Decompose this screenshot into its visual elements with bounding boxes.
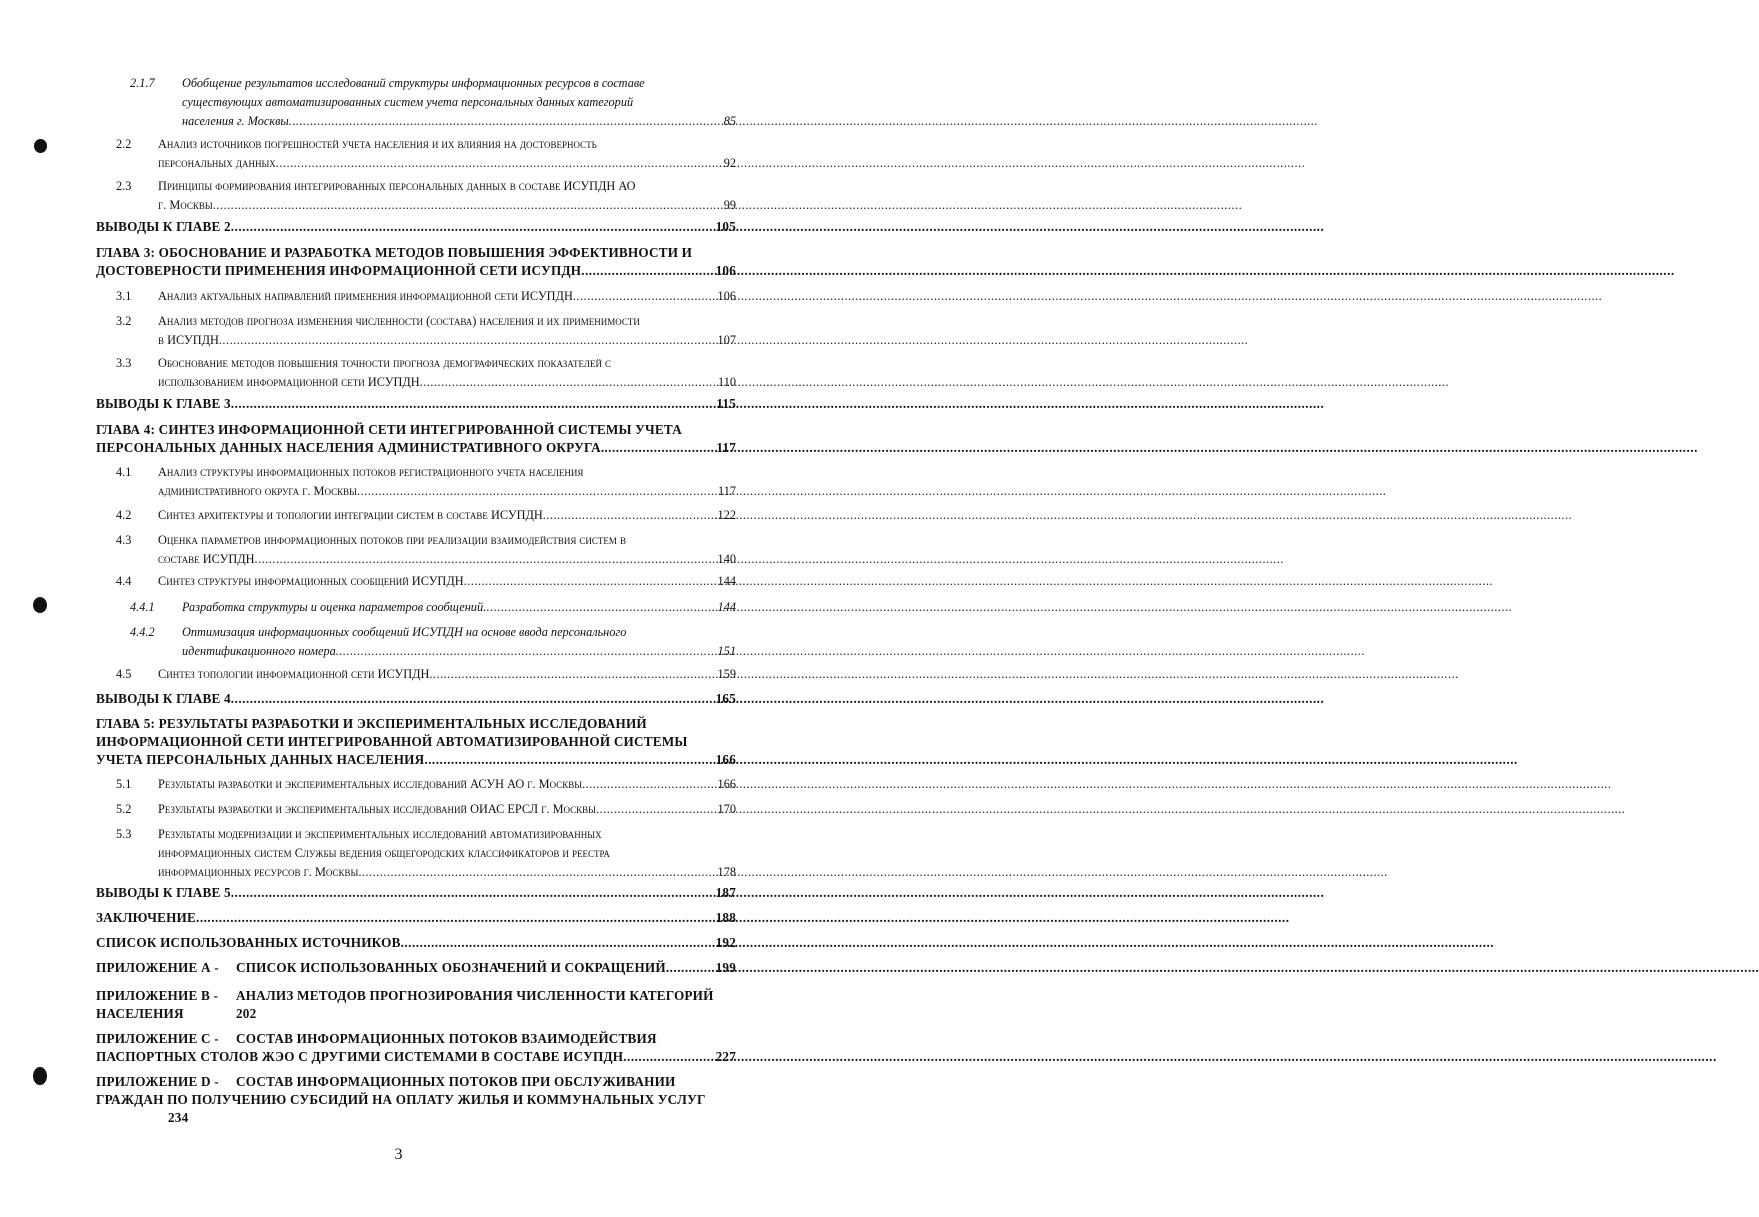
leader-dots bbox=[582, 775, 717, 794]
entry-title: ВЫВОДЫ К ГЛАВЕ 4 bbox=[96, 691, 231, 706]
leader-dots bbox=[666, 960, 716, 976]
leader-dots bbox=[336, 642, 718, 661]
leader-dots bbox=[581, 262, 715, 280]
leader-dots bbox=[213, 196, 724, 215]
entry-title-cont: в ИСУПДН bbox=[158, 333, 219, 347]
entry-number: 4.4 bbox=[116, 574, 132, 588]
entry-number: 3.2 bbox=[116, 314, 132, 328]
page-ref: 170 bbox=[717, 802, 736, 816]
page-number: 3 bbox=[394, 1146, 403, 1163]
page-ref: 166 bbox=[717, 777, 736, 791]
leader-dots bbox=[623, 1048, 715, 1066]
toc-conclusions-chapter-3[interactable] bbox=[96, 396, 736, 412]
entry-title-cont: персональных данных bbox=[158, 156, 276, 170]
toc-entry-4-3[interactable] bbox=[96, 531, 736, 569]
entry-title: Синтез структуры информационных сообщений ИСУПДН bbox=[158, 574, 464, 588]
leader-dots bbox=[255, 550, 718, 569]
chapter-title-cont: ПЕРСОНАЛЬНЫХ ДАННЫХ НАСЕЛЕНИЯ АДМИНИСТРАТИВНОГО ОКРУГА. bbox=[96, 440, 605, 455]
toc-chapter-3[interactable] bbox=[96, 244, 736, 280]
toc-chapter-5[interactable] bbox=[96, 715, 736, 769]
appendix-label: ПРИЛОЖЕНИЕ В - bbox=[96, 988, 219, 1003]
page-ref: 144 bbox=[717, 600, 736, 614]
leader-dots bbox=[196, 910, 716, 926]
entry-number: 4.5 bbox=[116, 667, 132, 681]
page-ref: 165 bbox=[715, 691, 736, 706]
page-ref: 202 bbox=[236, 1006, 257, 1021]
entry-number: 4.3 bbox=[116, 533, 132, 547]
entry-number: 4.1 bbox=[116, 465, 132, 479]
entry-title-cont: ГРАЖДАН ПО ПОЛУЧЕНИЮ СУБСИДИЙ НА ОПЛАТУ ЖИЛЬЯ И КОММУНАЛЬНЫХ УСЛУГ bbox=[96, 1092, 706, 1107]
entry-title: СОСТАВ ИНФОРМАЦИОННЫХ ПОТОКОВ ВЗАИМОДЕЙСТВИЯ bbox=[236, 1031, 657, 1046]
page-ref: 178 bbox=[717, 865, 736, 879]
page-ref: 115 bbox=[716, 396, 736, 411]
page-ref: 187 bbox=[715, 885, 736, 900]
leader-dots bbox=[429, 665, 717, 684]
leader-dots bbox=[573, 287, 718, 306]
chapter-title-cont: УЧЕТА ПЕРСОНАЛЬНЫХ ДАННЫХ НАСЕЛЕНИЯ bbox=[96, 752, 425, 767]
leader-dots bbox=[276, 154, 724, 173]
entry-title: ЗАКЛЮЧЕНИЕ bbox=[96, 910, 197, 925]
chapter-title-cont: ИНФОРМАЦИОННОЙ СЕТИ ИНТЕГРИРОВАННОЙ АВТОМАТИЗИРОВАННОЙ СИСТЕМЫ bbox=[96, 734, 688, 749]
scan-mark bbox=[33, 597, 47, 613]
entry-title-cont: идентификационного номера bbox=[182, 644, 336, 658]
entry-number: 5.1 bbox=[116, 777, 132, 791]
entry-title: СОСТАВ ИНФОРМАЦИОННЫХ ПОТОКОВ ПРИ ОБСЛУЖИВАНИИ bbox=[236, 1074, 676, 1089]
leader-dots bbox=[420, 373, 718, 392]
entry-title: Результаты модернизации и экспериментальных исследований автоматизированных bbox=[158, 827, 602, 841]
appendix-label-cont: НАСЕЛЕНИЯ bbox=[96, 1006, 184, 1021]
page-ref: 99 bbox=[723, 198, 736, 212]
entry-title: Обобщение результатов исследований структуры информационных ресурсов в составе bbox=[182, 76, 645, 90]
appendix-label: ПРИЛОЖЕНИЕ А - bbox=[96, 960, 219, 975]
entry-title: СПИСОК ИСПОЛЬЗОВАННЫХ ОБОЗНАЧЕНИЙ И СОКРАЩЕНИЙ bbox=[236, 960, 666, 975]
page-ref: 166 bbox=[715, 752, 736, 767]
leader-dots bbox=[231, 885, 716, 901]
page-ref: 85 bbox=[723, 114, 736, 128]
leader-dots bbox=[219, 331, 718, 350]
entry-title-cont: использованием информационной сети ИСУПДН bbox=[158, 375, 420, 389]
toc-entry-4-5[interactable] bbox=[96, 665, 736, 684]
entry-number: 5.2 bbox=[116, 802, 132, 816]
toc-entry-2-2[interactable] bbox=[96, 135, 736, 173]
scan-mark bbox=[34, 139, 47, 153]
entry-number: 2.1.7 bbox=[130, 76, 155, 90]
toc-appendix-c[interactable] bbox=[96, 1030, 736, 1066]
page-ref: 110 bbox=[718, 375, 736, 389]
appendix-label: ПРИЛОЖЕНИЕ С - bbox=[96, 1031, 219, 1046]
toc-conclusions-chapter-2[interactable] bbox=[96, 219, 736, 235]
entry-title-cont: информационных ресурсов г. Москвы bbox=[158, 865, 359, 879]
chapter-title: ГЛАВА 4: СИНТЕЗ ИНФОРМАЦИОННОЙ СЕТИ ИНТЕГРИРОВАННОЙ СИСТЕМЫ УЧЕТА bbox=[96, 422, 682, 437]
entry-title: СПИСОК ИСПОЛЬЗОВАННЫХ ИСТОЧНИКОВ bbox=[96, 935, 401, 950]
page-ref: .122 bbox=[714, 508, 736, 522]
page-ref: 192 bbox=[715, 935, 736, 950]
toc-conclusion[interactable] bbox=[96, 910, 736, 926]
toc-entry-2-1-7[interactable] bbox=[96, 74, 736, 131]
entry-title: Анализ методов прогноза изменения численности (состава) населения и их применимости bbox=[158, 314, 640, 328]
page-ref: 227 bbox=[715, 1049, 736, 1064]
entry-title: ВЫВОДЫ К ГЛАВЕ 3 bbox=[96, 396, 231, 411]
page-ref: 140 bbox=[717, 552, 736, 566]
leader-dots bbox=[596, 800, 718, 819]
page-ref: 199 bbox=[715, 960, 736, 975]
leader-dots bbox=[358, 863, 717, 882]
scan-mark bbox=[33, 1067, 47, 1085]
leader-dots bbox=[401, 935, 716, 951]
entry-title-cont: составе ИСУПДН bbox=[158, 552, 255, 566]
entry-number: 4.2 bbox=[116, 508, 132, 522]
entry-title: Результаты разработки и экспериментальных исследований АСУН АО г. Москвы bbox=[158, 777, 583, 791]
chapter-title-cont: ДОСТОВЕРНОСТИ ПРИМЕНЕНИЯ ИНФОРМАЦИОННОЙ СЕТИ ИСУПДН bbox=[96, 263, 582, 278]
leader-dots bbox=[543, 506, 715, 525]
page-ref: 106 bbox=[717, 289, 736, 303]
entry-number: 3.1 bbox=[116, 289, 132, 303]
toc-entry-4-4-2[interactable] bbox=[96, 623, 736, 661]
toc-references[interactable] bbox=[96, 935, 736, 951]
entry-title: АНАЛИЗ МЕТОДОВ ПРОГНОЗИРОВАНИЯ ЧИСЛЕННОСТИ КАТЕГОРИЙ bbox=[236, 988, 714, 1003]
entry-title: ВЫВОДЫ К ГЛАВЕ 5 bbox=[96, 885, 231, 900]
page-ref: 105 bbox=[715, 219, 736, 234]
entry-title-cont: существующих автоматизированных систем учета персональных данных категорий bbox=[182, 95, 634, 109]
leader-dots bbox=[483, 598, 717, 617]
leader-dots bbox=[424, 751, 715, 769]
entry-title: Анализ актуальных направлений применения информационной сети ИСУПДН bbox=[158, 289, 573, 303]
entry-title: Принципы формирования интегрированных персональных данных в составе ИСУПДН АО bbox=[158, 179, 636, 193]
leader-dots bbox=[231, 219, 716, 235]
entry-title: Оценка параметров информационных потоков при реализации взаимодействия систем в bbox=[158, 533, 627, 547]
entry-title: Разработка структуры и оценка параметров сообщений bbox=[182, 600, 484, 614]
entry-title-cont: административного округа г. Москвы bbox=[158, 484, 357, 498]
entry-title-cont: информационных систем Службы ведения общегородских классификаторов и реестра bbox=[158, 846, 610, 860]
toc-appendix-a[interactable] bbox=[96, 960, 736, 976]
page-ref: 117 bbox=[716, 440, 736, 455]
entry-title: Оптимизация информационных сообщений ИСУПДН на основе ввода персонального bbox=[182, 625, 627, 639]
entry-title: Анализ структуры информационных потоков регистрационного учета населения bbox=[158, 465, 584, 479]
entry-title-cont: населения г. Москвы bbox=[182, 114, 289, 128]
page-ref: 234 bbox=[168, 1110, 189, 1125]
toc-entry-5-1[interactable] bbox=[96, 775, 736, 794]
entry-number: 4.4.2 bbox=[130, 625, 155, 639]
toc-entry-3-2[interactable] bbox=[96, 312, 736, 350]
page-ref: 144 bbox=[717, 574, 736, 588]
chapter-title: ГЛАВА 5: РЕЗУЛЬТАТЫ РАЗРАБОТКИ И ЭКСПЕРИМЕНТАЛЬНЫХ ИССЛЕДОВАНИЙ bbox=[96, 716, 647, 731]
leader-dots bbox=[231, 396, 717, 412]
page-ref: 188 bbox=[715, 910, 736, 925]
toc-entry-4-4-1[interactable] bbox=[96, 598, 736, 617]
entry-title: Анализ источников погрешностей учета населения и их влияния на достоверность bbox=[158, 137, 597, 151]
appendix-label: ПРИЛОЖЕНИЕ D - bbox=[96, 1074, 219, 1089]
leader-dots bbox=[231, 691, 716, 707]
page-ref: 92 bbox=[723, 156, 736, 170]
page-ref: 117 bbox=[718, 484, 736, 498]
entry-title: Синтез архитектуры и топологии интеграции систем в составе ИСУПДН bbox=[158, 508, 543, 522]
leader-dots bbox=[604, 439, 716, 457]
entry-title-cont: ПАСПОРТНЫХ СТОЛОВ ЖЭО С ДРУГИМИ СИСТЕМАМИ В СОСТАВЕ ИСУПДН bbox=[96, 1049, 624, 1064]
page-ref: 159 bbox=[717, 667, 736, 681]
entry-number: 2.3 bbox=[116, 179, 132, 193]
toc-entry-3-1[interactable] bbox=[96, 287, 736, 306]
toc-entry-5-2[interactable] bbox=[96, 800, 736, 819]
toc-entry-4-1[interactable] bbox=[96, 463, 736, 501]
toc-entry-4-4[interactable] bbox=[96, 572, 736, 591]
toc-conclusions-chapter-5[interactable] bbox=[96, 885, 736, 901]
entry-title: ВЫВОДЫ К ГЛАВЕ 2 bbox=[96, 219, 231, 234]
page-ref: 106 bbox=[715, 263, 736, 278]
page-ref: 151 bbox=[717, 644, 736, 658]
entry-title: Результаты разработки и экспериментальных исследований ОИАС ЕРСЛ г. Москвы bbox=[158, 802, 596, 816]
entry-number: 5.3 bbox=[116, 827, 132, 841]
toc-entry-4-2[interactable] bbox=[96, 506, 736, 525]
leader-dots bbox=[289, 112, 724, 131]
entry-number: 2.2 bbox=[116, 137, 132, 151]
toc-appendix-b[interactable] bbox=[96, 987, 736, 1023]
toc-entry-3-3[interactable] bbox=[96, 354, 736, 392]
leader-dots bbox=[357, 482, 718, 501]
entry-number: 3.3 bbox=[116, 356, 132, 370]
toc-conclusions-chapter-4[interactable] bbox=[96, 691, 736, 707]
chapter-title: ГЛАВА 3: ОБОСНОВАНИЕ И РАЗРАБОТКА МЕТОДОВ ПОВЫШЕНИЯ ЭФФЕКТИВНОСТИ И bbox=[96, 245, 693, 260]
toc-appendix-d[interactable] bbox=[96, 1073, 736, 1127]
toc-entry-5-3[interactable] bbox=[96, 825, 736, 882]
leader-dots bbox=[464, 572, 718, 591]
entry-title-cont: г. Москвы bbox=[158, 198, 213, 212]
toc-chapter-4[interactable] bbox=[96, 421, 736, 457]
entry-title: Синтез топологии информационной сети ИСУПДН bbox=[158, 667, 430, 681]
entry-title: Обоснование методов повышения точности прогноза демографических показателей с bbox=[158, 356, 612, 370]
toc-entry-2-3[interactable] bbox=[96, 177, 736, 215]
entry-number: 4.4.1 bbox=[130, 600, 155, 614]
page-ref: 107 bbox=[717, 333, 736, 347]
